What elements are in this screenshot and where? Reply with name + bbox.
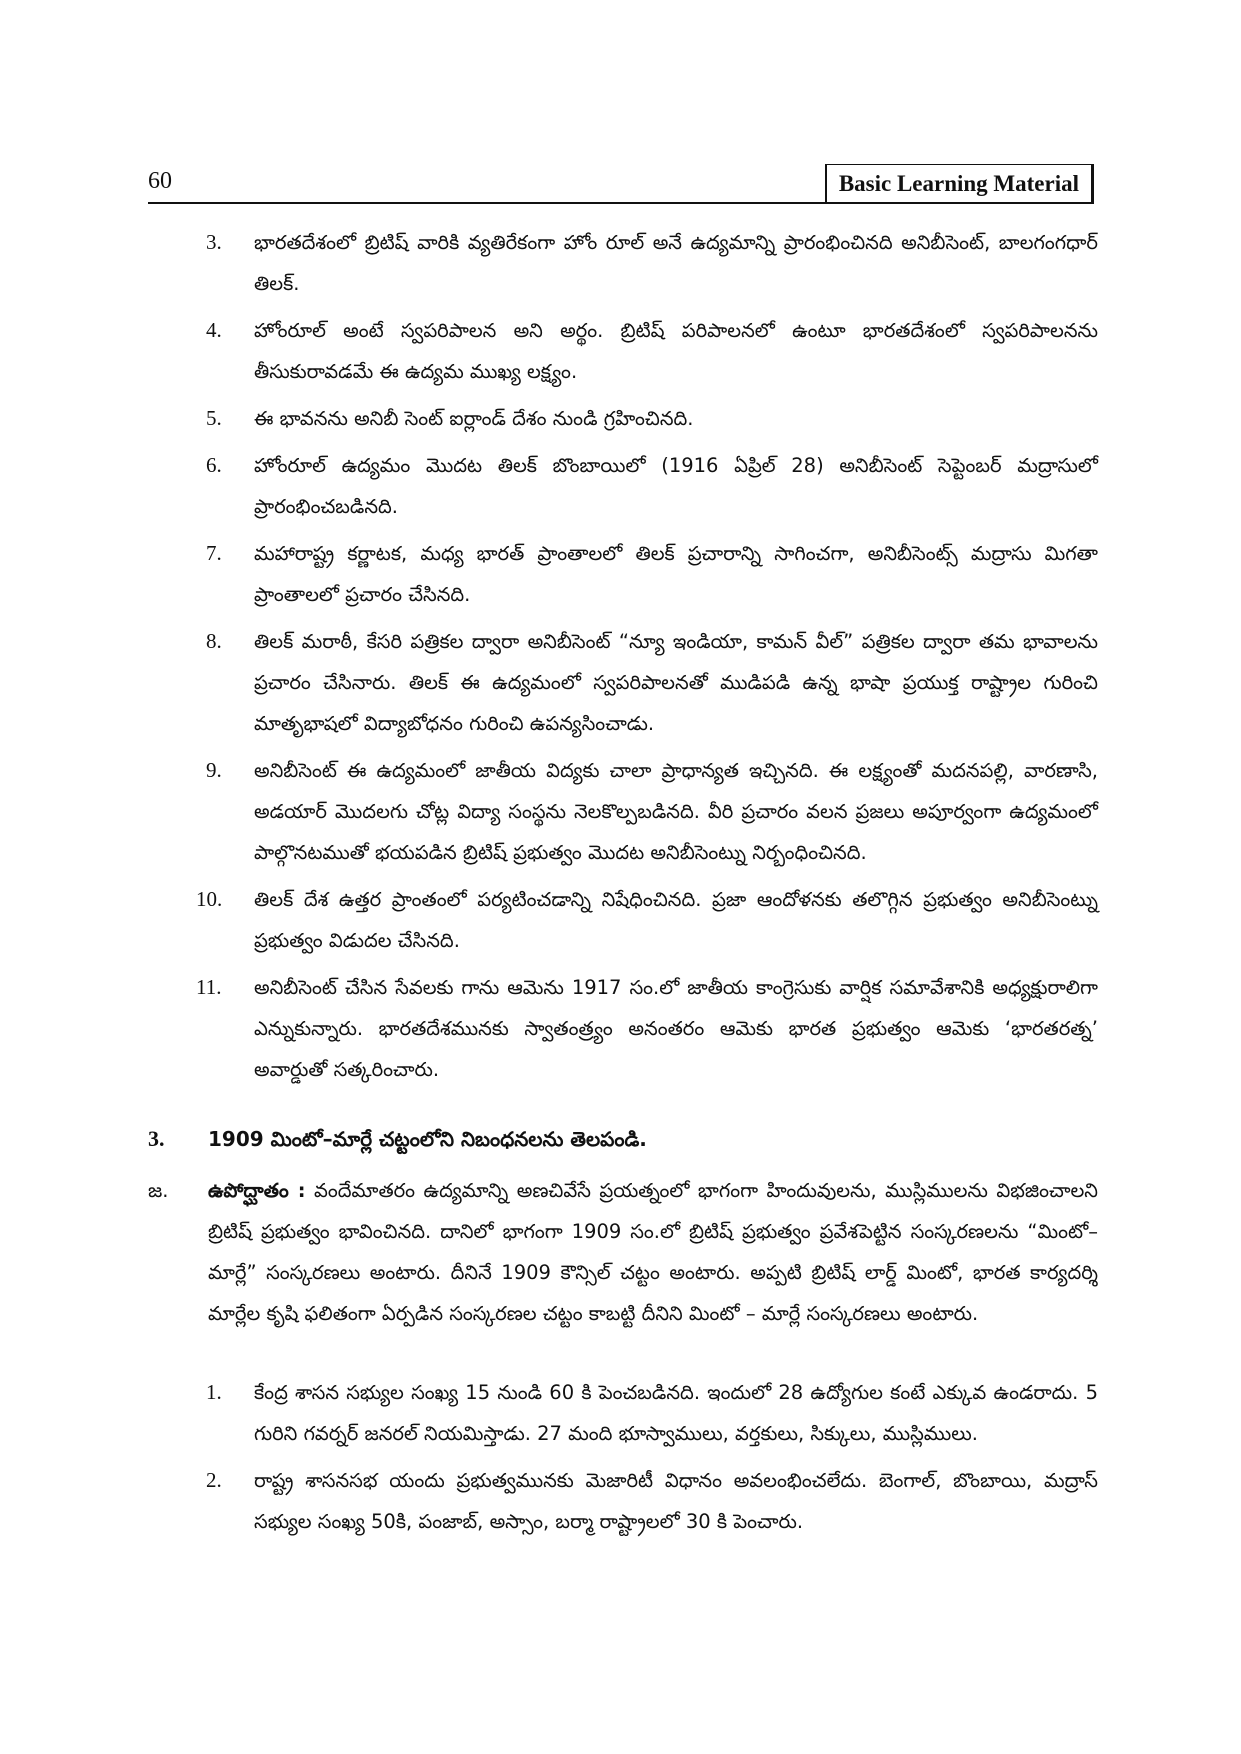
answer-lead: ఉపోద్ఘాతం : [208, 1179, 306, 1202]
item-text: తిలక్ మరాఠీ, కేసరి పత్రికల ద్వారా అనిబీసెంట్ “న్యూ ఇండియా, కామన్ వీల్” పత్రికల ద్వారా తమ భావాలను ప్రచారం చేసినారు. తిలక్ ఈ ఉద్యమంలో స్వపరిపాలనతో ముడిపడి ఉన్న భాషా ప్రయుక్త రాష్ట్రాల గురించి మాతృభాషలో విద్యాబోధనం గురించి ఉపన్యసించాడు. [254, 630, 1098, 735]
item-text: రాష్ట్ర శాసనసభ యందు ప్రభుత్వమునకు మెజారిటీ విధానం అవలంభించలేదు. బెంగాల్, బొంబాయి, మద్రాస్ సభ్యుల సంఖ్య 50కి, పంజాబ్, అస్సాం, బర్మా రాష్ట్రాలలో 30 కి పెంచారు. [254, 1469, 1098, 1533]
list-item [148, 750, 1098, 873]
item-number: 1. [206, 1380, 222, 1404]
answer-body [148, 1170, 1098, 1334]
question-number: 3. [148, 1126, 165, 1151]
list-item [148, 398, 1098, 439]
header-rule [148, 202, 1094, 204]
question-heading [148, 1119, 1098, 1159]
list-item [148, 310, 1098, 392]
item-number: 2. [206, 1468, 222, 1492]
answer-paragraph [148, 1170, 1098, 1334]
page-number: 60 [148, 168, 172, 194]
list-item [148, 967, 1098, 1090]
list-item [148, 445, 1098, 527]
question-text: 1909 మింటో–మార్లే చట్టంలోని నిబంధనలను తెలపండి. [208, 1127, 647, 1151]
item-text: కేంద్ర శాసన సభ్యుల సంఖ్య 15 నుండి 60 కి పెంచబడినది. ఇందులో 28 ఉద్యోగుల కంటే ఎక్కువ ఉండరాదు. 5 గురిని గవర్నర్ జనరల్ నియమిస్తాడు. 27 మంది భూస్వాములు, వర్తకులు, సిక్కులు, ముస్లిములు. [254, 1381, 1098, 1445]
item-text: అనిబీసెంట్ ఈ ఉద్యమంలో జాతీయ విద్యకు చాలా ప్రాధాన్యత ఇచ్చినది. ఈ లక్ష్యంతో మదనపల్లి, వారణాసి, అడయార్ మొదలగు చోట్ల విద్యా సంస్థను నెలకొల్పబడినది. వీరి ప్రచారం వలన ప్రజలు అపూర్వంగా ఉద్యమంలో పాల్గొనటముతో భయపడిన బ్రిటిష్ ప్రభుత్వం మొదట అనిబీసెంట్ను నిర్బంధించినది. [254, 759, 1098, 864]
answer-text: వందేమాతరం ఉద్యమాన్ని అణచివేసే ప్రయత్నంలో భాగంగా హిందువులను, ముస్లిములను విభజించాలని బ్రిటిష్ ప్రభుత్వం భావించినది. దానిలో భాగంగా 1909 సం.లో బ్రిటిష్ ప్రభుత్వం ప్రవేశపెట్టిన సంస్కరణలను “మింటో–మార్లే” సంస్కరణలు అంటారు. దీనినే 1909 కౌన్సిల్ చట్టం అంటారు. అప్పటి బ్రిటిష్ లార్డ్ మింటో, భారత కార్యదర్శి మార్లేల కృషి ఫలితంగా ఏర్పడిన సంస్కరణల చట్టం కాబట్టి దీనిని మింటో – మార్లే సంస్కరణలు అంటారు. [208, 1179, 1098, 1325]
running-title: Basic Learning Material [825, 164, 1094, 202]
item-text: హోంరూల్ అంటే స్వపరిపాలన అని అర్థం. బ్రిటిష్ పరిపాలనలో ఉంటూ భారతదేశంలో స్వపరిపాలనను తీసుకురావడమే ఈ ఉద్యమ ముఖ్య లక్ష్యం. [254, 319, 1098, 383]
item-number: 10. [196, 887, 223, 911]
list-item [148, 879, 1098, 961]
item-text: తిలక్ దేశ ఉత్తర ప్రాంతంలో పర్యటించడాన్ని నిషేధించినది. ప్రజా ఆందోళనకు తలొగ్గిన ప్రభుత్వం అనిబీసెంట్ను ప్రభుత్వం విడుదల చేసినది. [254, 888, 1098, 952]
item-text: హోంరూల్ ఉద్యమం మొదట తిలక్ బొంబాయిలో (1916 ఏప్రిల్ 28) అనిబీసెంట్ సెప్టెంబర్ మద్రాసులో ప్రారంభించబడినది. [254, 454, 1098, 518]
item-text: అనిబీసెంట్ చేసిన సేవలకు గాను ఆమెను 1917 సం.లో జాతీయ కాంగ్రెసుకు వార్షిక సమావేశానికి అధ్యక్షురాలిగా ఎన్నుకున్నారు. భారతదేశమునకు స్వాతంత్ర్యం అనంతరం ఆమెకు భారత ప్రభుత్వం ఆమెకు ‘భారతరత్న’ అవార్డుతో సత్కరించారు. [254, 976, 1098, 1081]
item-text: మహారాష్ట్ర కర్ణాటక, మధ్య భారత్ ప్రాంతాలలో తిలక్ ప్రచారాన్ని సాగించగా, అనిబీసెంట్స్ మద్రాసు మిగతా ప్రాంతాలలో ప్రచారం చేసినది. [254, 542, 1098, 606]
list-item [148, 1372, 1098, 1454]
item-number: 8. [206, 629, 222, 653]
answer-label: జ. [148, 1179, 169, 1202]
item-number: 11. [196, 975, 222, 999]
item-number: 6. [206, 453, 222, 477]
item-number: 7. [206, 541, 222, 565]
item-number: 4. [206, 318, 222, 342]
list-item [148, 533, 1098, 615]
points-list-home-rule [148, 222, 1098, 1096]
list-item [148, 621, 1098, 744]
item-number: 5. [206, 406, 222, 430]
item-text: ఈ భావనను అనిబీ సెంట్ ఐర్లాండ్ దేశం నుండి గ్రహించినది. [254, 407, 694, 430]
item-text: భారతదేశంలో బ్రిటిష్ వారికి వ్యతిరేకంగా హోం రూల్ అనే ఉద్యమాన్ని ప్రారంభించినది అనిబీసెంట్, బాలగంగధార్ తిలక్. [254, 231, 1098, 295]
list-item [148, 1460, 1098, 1542]
list-item [148, 222, 1098, 304]
item-number: 3. [206, 230, 222, 254]
item-number: 9. [206, 758, 222, 782]
points-list-minto-morley [148, 1372, 1098, 1548]
page-header [148, 160, 1094, 204]
